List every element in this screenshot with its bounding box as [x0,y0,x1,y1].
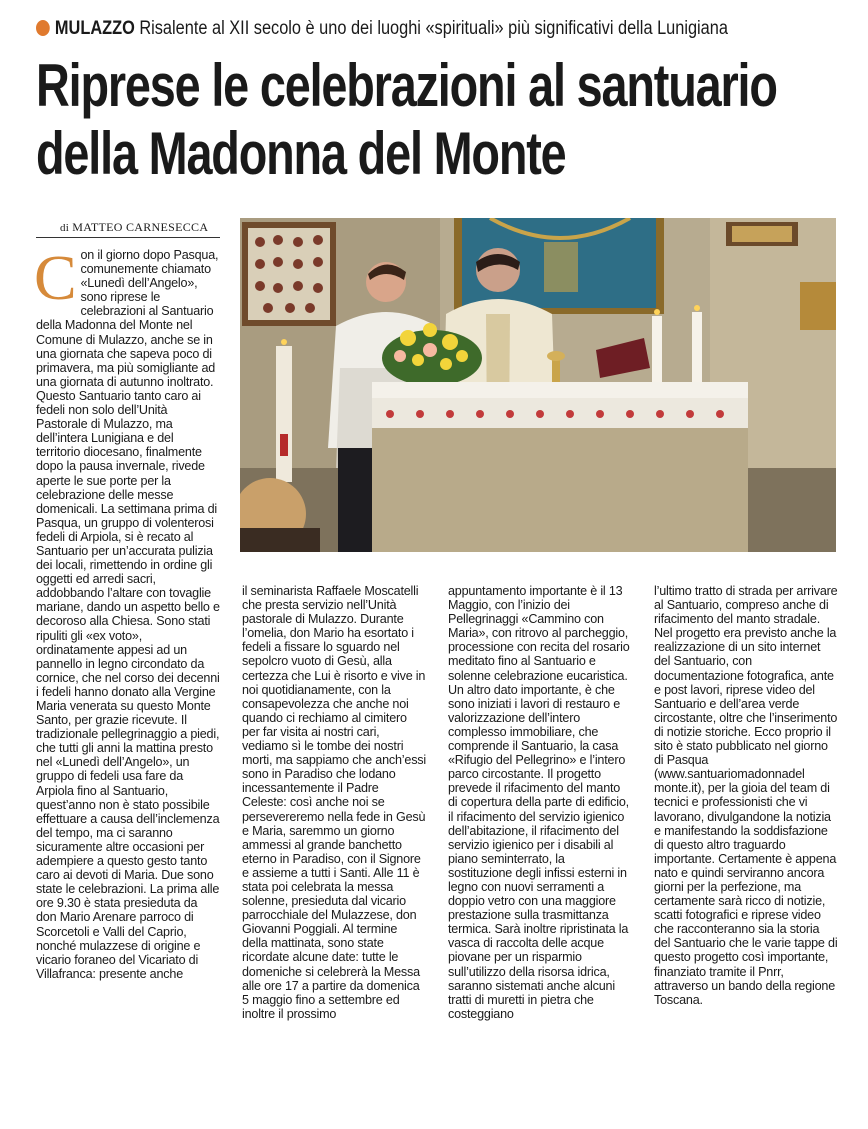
article-column-4 [654,584,838,1007]
article-column-3 [448,584,632,1021]
article-text-col-4: l’ultimo tratto di strada per arrivare al Santuario, compreso anche di rifacimento del manto stradale. Nel progetto era previsto anche la realizzazione di un sito internet del Santuario, con documentazione fotografica, ante e post lavori, riprese video del Santuario e dell’area verde circostante, oltre che l’inserimento di notizie storiche. Ecco proprio il sito è stato pubblicato nel giorno di Pasqua (www.santuariomadonnadel monte.it), per la gioia del team di tecnici e professionisti che vi lavorano, divulgandone la notizia e manifestando la soddisfazione di questo altro traguardo importante. Certamente è appena nato e quindi serviranno ancora giorni per la perfezione, ma certamente sarà ricco di notizie, scatti fotografici e riprese video che racconteranno sia la storia del Santuario che le varie tappe di questo progetto così importante, finanziato tramite il Pnrr, attraverso un bando della regione Toscana. [654,584,838,1007]
article-photo [240,218,836,552]
byline-author: MATTEO CARNESECCA [72,220,209,234]
headline [36,52,777,188]
byline-prefix: di [60,222,70,234]
article-text-col-3: appuntamento importante è il 13 Maggio, con l’inizio dei Pellegrinaggi «Cammino con Maria», con ritrovo al parcheggio, processione con recita del rosario meditato fino al Santuario e solenne celebrazione eucaristica. Un altro dato importante, è che sono iniziati i lavori di restauro e valorizzazione dell’intero complesso immobiliare, che comprende il Santuario, la casa «Rifugio del Pellegrino» e l’intero parco circostante. Il progetto prevede il rifacimento del manto di copertura della parte di edificio, il rifacimento del servizio igienico dell’abitazione, il rifacimento del servizio igienico per i disabili al piano seminterrato, la sostituzione degli infissi esterni in legno con nuovi serramenti a doppio vetro con una maggiore prestazione sulla trasmittanza termica. Sarà inoltre ripristinata la vasca di raccolta delle acque piovane per un risparmio sull’utilizzo della risorsa idrica, saranno sistemati anche alcuni tratti di muretti in pietra che costeggiano [448,584,630,1021]
drop-cap: C [34,242,77,313]
article-text-col-2: il seminarista Raffaele Moscatelli che presta servizio nell’Unità pastorale di Mulazzo. Durante l’omelia, don Mario ha esortato i fedeli a fissare lo sguardo nel sepolcro vuoto di Gesù, alla certezza che Lui è risorto e vive in noi quotidianamente, con la consapevolezza che anche noi quando ci rechiamo al cimitero per far visita ai nostri cari, vediamo sì le tombe dei nostri morti, ma sappiamo che anch’essi sono in Paradiso che lodano incessantemente il Padre Celeste: così anche noi se persevereremo nella fede in Gesù e Maria, saremmo un giorno ammessi al grande banchetto eterno in Paradiso, con il Signore e assieme a tutti i Santi. Alle 11 è stata poi celebrata la messa solenne, presieduta dal vicario parrocchiale del Mulazzese, don Giovanni Poggiali. Al termine della mattinata, sono state ricordate alcune date: tutte le domeniche si celebrerà la Messa alle ore 17 a partire da domenica 5 maggio fino a settembre ed inoltre il prossimo [242,584,426,1021]
headline-line-1: Riprese le celebrazioni al santuario [36,52,777,119]
byline [36,218,220,238]
article-column-1 [34,242,220,981]
article-text-col-1: on il giorno dopo Pasqua, comunemente chiamato «Lunedì dell’Angelo», sono riprese le celebrazioni al Santuario della Madonna del Monte nel Comune di Mulazzo, anche se in una giornata che sapeva poco di primavera, ma più somigliante ad una giornata di autunno inoltrato. Questo Santuario tanto caro ai fedeli non solo dell’Unità Pastorale di Mulazzo, ma dell’intera Lunigiana e del territorio diocesano, finalmente dopo la pausa invernale, rivede aperte le sue porte per la celebrazione delle messe domenicali. La settimana prima di Pasqua, un gruppo di volenterosi fedeli di Arpiola, si è recato al Santuario per un’accurata pulizia dei locali, rimettendo in ordine gli oggetti ed arredi sacri, addobbando l’altare con tovaglie mariane, dando un aspetto bello e decoroso alla Chiesa. Sono stati ripuliti gli «ex voto», ordinatamente appesi ad un pannello in legno circondato da cornice, che nel corso dei decenni i fedeli hanno donato alla Vergine Maria venerata su questo Monte Santo, per grazie ricevute. Il tradizionale pellegrinaggio a piedi, che tutti gli anni la mattina presto nel «Lunedì dell’Angelo», un gruppo di fedeli usa fare da Arpiola fino al Santuario, quest’anno non è stato possibile effettuare a causa dell’inclemenza del tempo, ma ci saranno sicuramente altre occasioni per adempiere a questo gesto tanto caro ai devoti di Maria. Due sono state le celebrazioni. La prima alle ore 9.30 è stata presieduta da don Mario Arenare parroco di Scorcetoli e Valli del Caprio, nonché mulazzese di origine e vicario foraneo del Vicariato di Villafranca: presente anche [36,248,220,981]
headline-line-2: della Madonna del Monte [36,120,566,187]
kicker [36,16,733,42]
bullet-dot-icon [36,20,50,36]
kicker-place: MULAZZO [54,18,135,39]
article-column-2 [242,584,426,1021]
altar-celebration-photo [240,218,836,552]
kicker-subtitle: Risalente al XII secolo è uno dei luoghi «spirituali» più significativi della Lunigiana [139,18,728,39]
